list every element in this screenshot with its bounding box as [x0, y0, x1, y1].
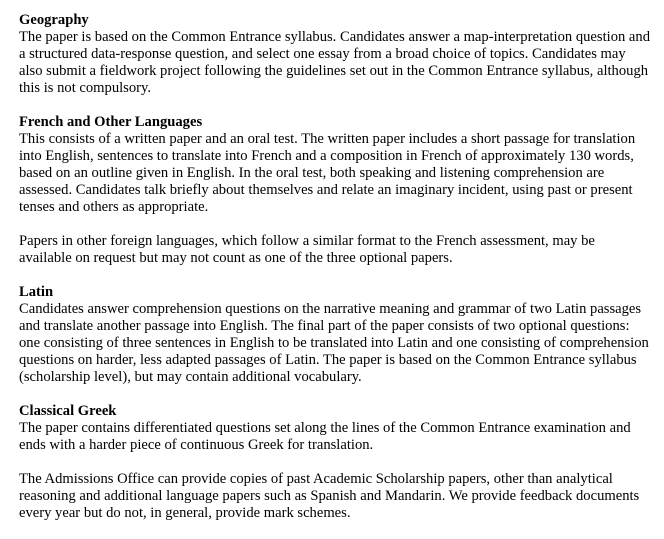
- section-paragraph: This consists of a written paper and an oral test. The written paper includes a short passage for translation into English, sentences to translate into French and a composition in French of approximately 130 words, based on an outline given in English. In the oral test, both speaking and listening comprehension are assessed. Candidates talk briefly about themselves and relate an imaginary incident, using past or present tenses and others as appropriate.: [19, 131, 636, 215]
- section-heading: Geography: [19, 12, 89, 28]
- section-geography: [19, 12, 651, 97]
- section-classical-greek: [19, 403, 651, 522]
- section-french-and-other-languages: [19, 114, 651, 267]
- section-paragraph: The Admissions Office can provide copies of past Academic Scholarship papers, other than analytical reasoning and additional language papers such as Spanish and Mandarin. We provide feedback documents every year but do not, in general, provide mark schemes.: [19, 471, 640, 521]
- section-paragraph: Candidates answer comprehension questions on the narrative meaning and grammar of two Latin passages and translate another passage into English. The final part of the paper consists of two optional questions: one consisting of three sentences in English to be translated into Latin and one consisting of comprehension questions on harder, less adapted passages of Latin. The paper is based on the Common Entrance syllabus (scholarship level), but may contain additional vocabulary.: [19, 301, 649, 385]
- section-paragraph: The paper is based on the Common Entrance syllabus. Candidates answer a map-interpretation question and a structured data-response question, and select one essay from a broad choice of topics. Candidates may also submit a fieldwork project following the guidelines set out in the Common Entrance syllabus, although this is not compulsory.: [19, 29, 651, 96]
- document-body: [19, 12, 651, 539]
- section-latin: [19, 284, 651, 386]
- section-paragraph: The paper contains differentiated questions set along the lines of the Common Entrance examination and ends with a harder piece of continuous Greek for translation.: [19, 420, 631, 453]
- section-heading: Classical Greek: [19, 403, 117, 419]
- section-heading: Latin: [19, 284, 54, 300]
- section-paragraph: Papers in other foreign languages, which follow a similar format to the French assessment, may be available on request but may not count as one of the three optional papers.: [19, 233, 595, 266]
- section-heading: French and Other Languages: [19, 114, 203, 130]
